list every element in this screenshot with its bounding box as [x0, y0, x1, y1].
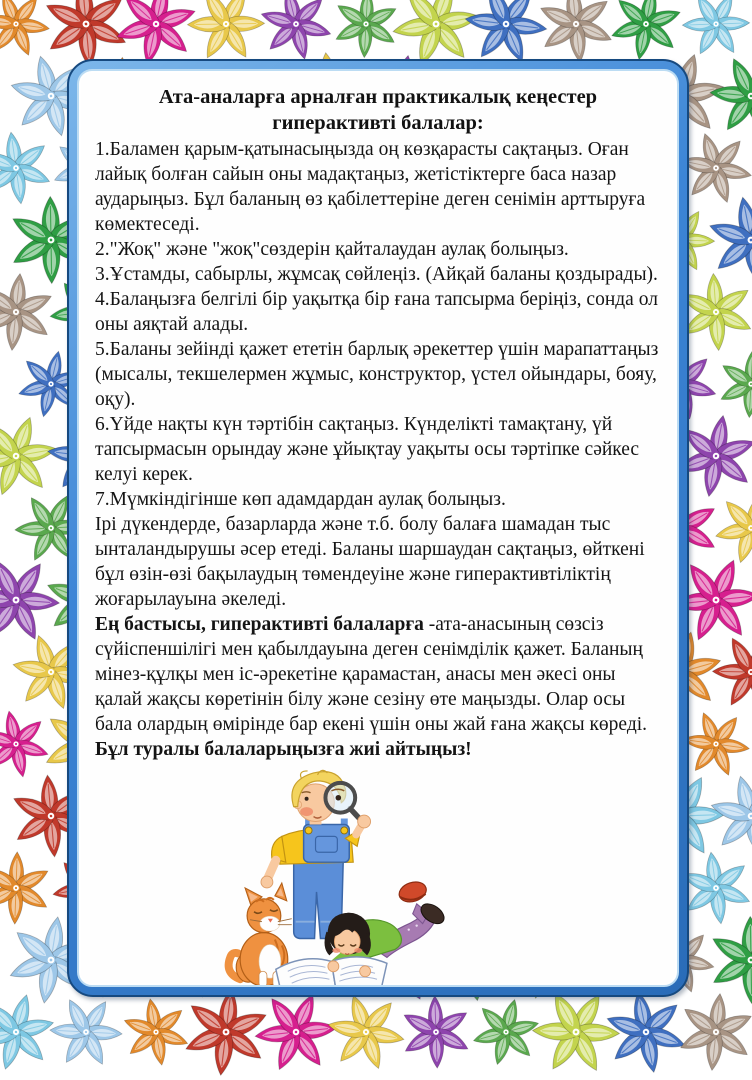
title-line-2: гиперактивті балалар: — [272, 112, 484, 134]
emphasis-rest: -ата-анасының сөзсіз сүйіспеншілігі мен қабылдауына деген сенімділік қажет. Баланың мінез-құлқы мен іс-әрекетіне қарамастан, анасы мен әкесі оны қалай жақсы көретінін білу және сезіну өте маңызды. Олар осы бала олардың өмірінде бар екені үшін оны жай ғана жақсы көреді. — [95, 614, 648, 735]
paragraph: 5.Баланы зейінді қажет ететін барлық әрекеттер үшін марапаттаңыз (мысалы, текшелермен жұмыс, конструктор, үстел ойындары, бояу, оқу). — [95, 339, 659, 410]
document-title — [95, 84, 661, 136]
title-line-1: Ата-аналарға арналған практикалық кеңестер — [158, 86, 598, 108]
paragraph: 4.Балаңызға белгілі бір уақытқа бір ғана тапсырма беріңіз, сонда ол оны аяқтай алады. — [95, 289, 658, 335]
flower-icon — [673, 989, 752, 1075]
emphasis-paragraph — [95, 612, 661, 737]
document-content — [77, 69, 679, 987]
illustration-wrap — [95, 765, 661, 987]
paragraph: 3.Ұстамды, сабырлы, жұмсақ сөйлеңіз. (Айқай баланы қоздырады). — [95, 264, 658, 285]
emphasis-lead: Ең бастысы, гиперактивті балаларға — [95, 614, 424, 635]
paragraph: 1.Баламен қарым-қатынасыңызда оң көзқарасты сақтаңыз. Оған лайық болған сайын оны мадақтаңыз, жетістіктерге баса назар аударыңыз. Бұл баланың өз қабілеттеріне деген сенімін арттыруға көмектеседі. — [95, 139, 646, 235]
paragraph: 7.Мүмкіндігінше көп адамдардан аулақ болыңыз. — [95, 489, 506, 510]
closing-paragraph: Бұл туралы балаларыңызға жиі айтыңыз! — [95, 739, 472, 760]
blue-frame — [67, 59, 689, 997]
magnifying-glass-icon — [325, 783, 363, 823]
paragraph: 2."Жоқ" және "жоқ"сөздерін қайталаудан аулақ болыңыз. — [95, 239, 569, 260]
paragraph: 6.Үйде нақты күн тәртібін сақтаңыз. Күнделікті тамақтану, үй тапсырмасын орындау және ұйықтау уақыты осы тәртіпке сәйкес келуі керек. — [95, 414, 640, 485]
children-reading-illustration — [217, 765, 539, 987]
numbered-paragraphs — [95, 137, 661, 612]
document-body — [95, 137, 661, 762]
paragraph: Ірі дүкендерде, базарларда және т.б. болу балаға шамадан тыс ынталандырушы әсер етеді. Баланы шаршаудан сақтаңыз, өйткені бұл өзін-өзі бақылаудың төмендеуіне және гиперактивтіліктің жоғарылауына әкеледі. — [95, 514, 645, 610]
